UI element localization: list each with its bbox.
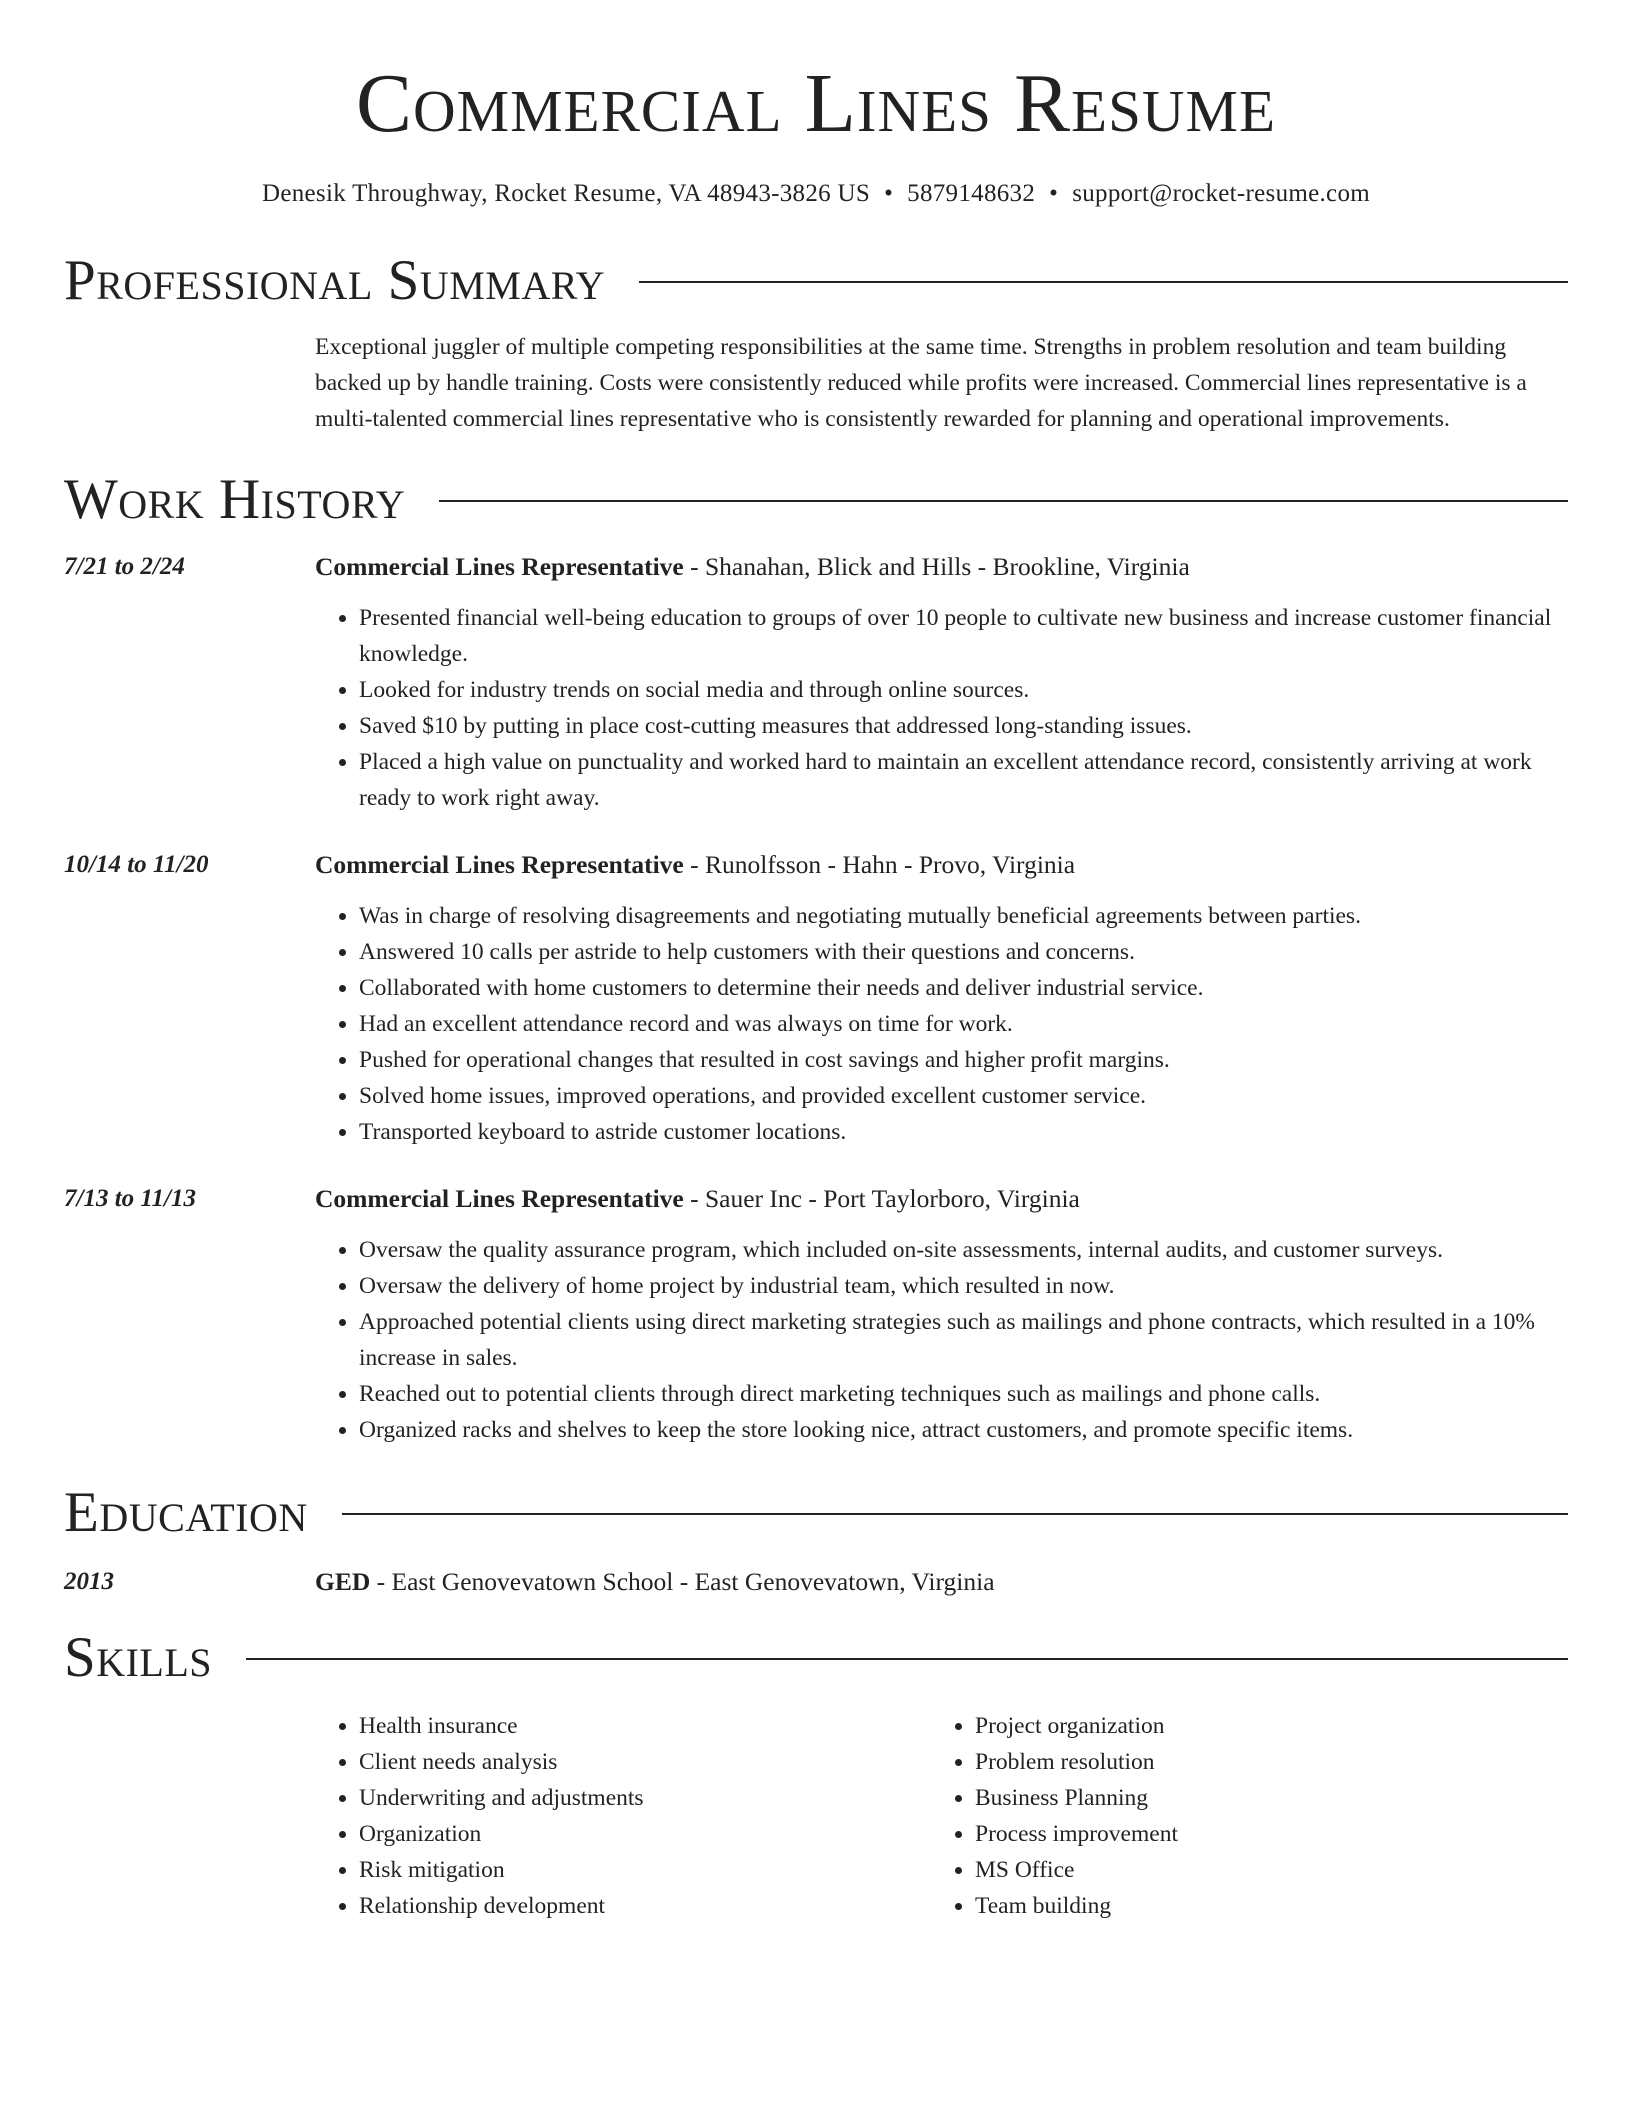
work-history-list: [64, 550, 1568, 1448]
skills-section-title: Skills: [64, 1626, 213, 1689]
job-bullets: [315, 1232, 1568, 1448]
job-entry: [64, 550, 1568, 816]
skill-item: • MS Office: [975, 1852, 1547, 1888]
job-bullet: • Looked for industry trends on social media and through online sources.: [359, 672, 1568, 708]
job-dates: 7/21 to 2/24: [64, 553, 185, 580]
skill-item: • Business Planning: [975, 1780, 1547, 1816]
job-role: Commercial Lines Representative: [315, 552, 684, 581]
job-bullet: • Collaborated with home customers to determine their needs and deliver industrial service.: [359, 970, 1568, 1006]
summary-section-title: Professional Summary: [64, 249, 606, 312]
skill-item: • Team building: [975, 1888, 1547, 1924]
job-bullet: • Was in charge of resolving disagreements and negotiating mutually beneficial agreements between parties.: [359, 898, 1568, 934]
skill-item: • Organization: [359, 1816, 931, 1852]
education-heading: [315, 1565, 1568, 1599]
education-section-title: Education: [64, 1481, 308, 1544]
job-role: Commercial Lines Representative: [315, 1184, 684, 1213]
job-heading: [315, 550, 1568, 584]
job-bullet: • Placed a high value on punctuality and worked hard to maintain an excellent attendance record, consistently arriving at work ready to work right away.: [359, 744, 1568, 816]
job-bullet: • Approached potential clients using direct marketing strategies such as mailings and phone contracts, which resulted in a 10% increase in sales.: [359, 1304, 1568, 1376]
section-divider: [639, 281, 1568, 283]
work-section-header: [64, 468, 1568, 531]
section-divider: [439, 500, 1568, 502]
job-bullet: • Presented financial well-being education to groups of over 10 people to cultivate new business and increase customer financial knowledge.: [359, 600, 1568, 672]
contact-email: support@rocket-resume.com: [1072, 180, 1370, 207]
skill-item: • Project organization: [975, 1708, 1547, 1744]
job-body: [315, 848, 1568, 1150]
resume-title: Commercial Lines Resume: [355, 57, 1276, 150]
job-bullet: • Answered 10 calls per astride to help customers with their questions and concerns.: [359, 934, 1568, 970]
contact-address: Denesik Throughway, Rocket Resume, VA 48943-3826 US: [261, 180, 871, 207]
education-year: 2013: [64, 1568, 114, 1595]
job-details: - Runolfsson - Hahn - Provo, Virginia: [683, 850, 1076, 879]
skill-item: • Underwriting and adjustments: [359, 1780, 931, 1816]
job-entry: [64, 848, 1568, 1150]
skills-columns: [315, 1708, 1568, 1924]
education-degree: GED: [315, 1567, 371, 1596]
job-bullet: • Had an excellent attendance record and was always on time for work.: [359, 1006, 1568, 1042]
section-divider: [342, 1513, 1568, 1515]
job-bullet: • Pushed for operational changes that resulted in cost savings and higher profit margins.: [359, 1042, 1568, 1078]
education-details: - East Genovevatown School - East Genovevatown, Virginia: [370, 1567, 995, 1596]
job-dates: 7/13 to 11/13: [64, 1185, 196, 1212]
skills-list-left: [315, 1708, 931, 1924]
summary-text: Exceptional juggler of multiple competing responsibilities at the same time. Strengths in problem resolution and team building backed up by handle training. Costs were consistently reduced while profits were increased. Commercial lines representative is a multi-talented commercial lines representative who is consistently rewarded for planning and operational improvements.: [315, 334, 1527, 432]
skill-item: • Health insurance: [359, 1708, 931, 1744]
job-bullet: • Saved $10 by putting in place cost-cutting measures that addressed long-standing issues.: [359, 708, 1568, 744]
job-bullet: • Oversaw the quality assurance program, which included on-site assessments, internal audits, and customer surveys.: [359, 1232, 1568, 1268]
skill-item: • Problem resolution: [975, 1744, 1547, 1780]
contact-line: [64, 180, 1568, 208]
skill-item: • Client needs analysis: [359, 1744, 931, 1780]
section-divider: [246, 1658, 1568, 1660]
job-bullets: [315, 600, 1568, 816]
summary-section-header: [64, 249, 1568, 312]
education-entry: [64, 1565, 1568, 1599]
job-details: - Sauer Inc - Port Taylorboro, Virginia: [683, 1184, 1080, 1213]
job-entry: [64, 1182, 1568, 1448]
job-body: [315, 1182, 1568, 1448]
skills-list-right: [931, 1708, 1547, 1924]
job-bullet: • Solved home issues, improved operations, and provided excellent customer service.: [359, 1078, 1568, 1114]
job-bullet: • Organized racks and shelves to keep the store looking nice, attract customers, and promote specific items.: [359, 1412, 1568, 1448]
job-details: - Shanahan, Blick and Hills - Brookline, Virginia: [683, 552, 1190, 581]
contact-separator: •: [1049, 180, 1059, 207]
skills-section-header: [64, 1626, 1568, 1689]
job-heading: [315, 848, 1568, 882]
skill-item: • Process improvement: [975, 1816, 1547, 1852]
contact-separator: •: [884, 180, 894, 207]
education-section-header: [64, 1481, 1568, 1544]
skill-item: • Risk mitigation: [359, 1852, 931, 1888]
job-bullet: • Reached out to potential clients through direct marketing techniques such as mailings and phone calls.: [359, 1376, 1568, 1412]
work-section-title: Work History: [64, 468, 406, 531]
contact-phone: 5879148632: [907, 180, 1036, 207]
job-heading: [315, 1182, 1568, 1216]
job-bullet: • Oversaw the delivery of home project by industrial team, which resulted in now.: [359, 1268, 1568, 1304]
job-bullets: [315, 898, 1568, 1150]
job-bullet: • Transported keyboard to astride customer locations.: [359, 1114, 1568, 1150]
job-body: [315, 550, 1568, 816]
job-dates: 10/14 to 11/20: [64, 851, 209, 878]
job-role: Commercial Lines Representative: [315, 850, 684, 879]
skill-item: • Relationship development: [359, 1888, 931, 1924]
